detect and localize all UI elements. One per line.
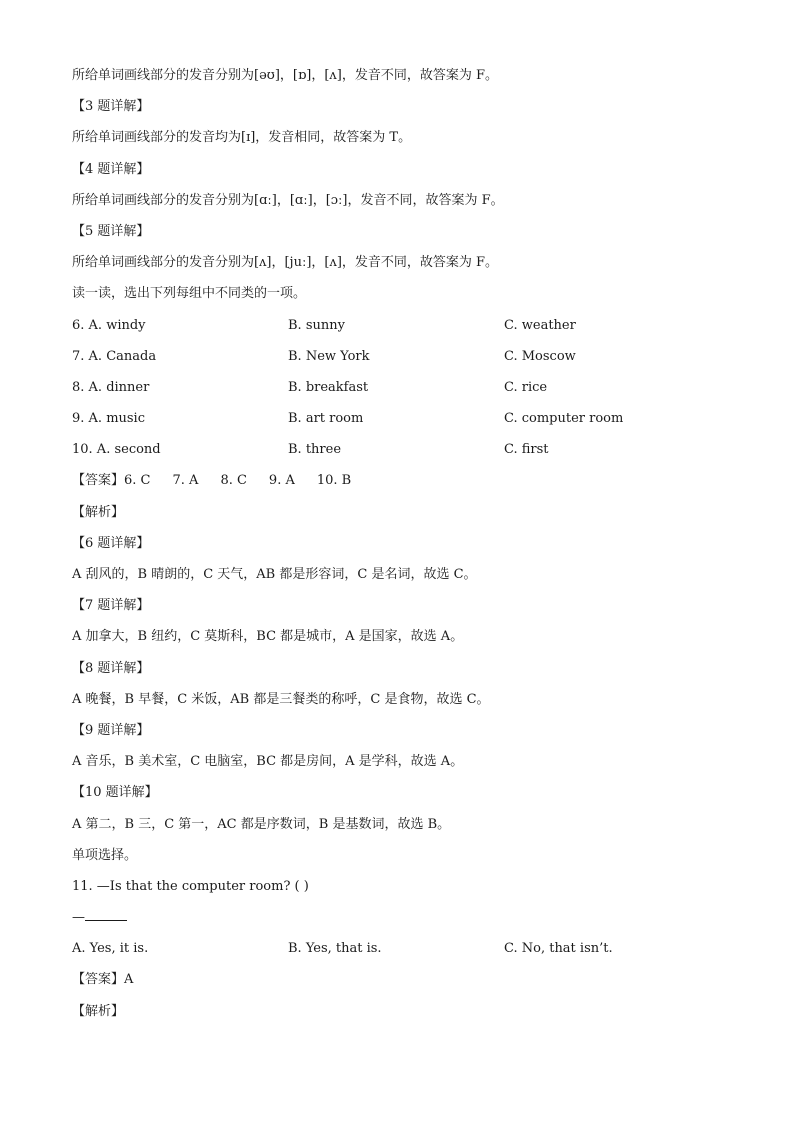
option-c: C. No, that isn’t.: [504, 941, 613, 957]
question-11-analysis-heading: 【解析】: [72, 1003, 125, 1019]
q8-detail-heading: 【8 题详解】: [72, 660, 150, 676]
explanation-q7-text: A 加拿大，B 纽约，C 莫斯科，BC 都是城市，A 是国家，故选 A。: [72, 629, 464, 645]
section-instructions-single-choice: 单项选择。: [72, 847, 138, 863]
option-b: B. art room: [288, 411, 364, 427]
answers-6-10: [72, 465, 722, 496]
q4-detail-heading: 【4 题详解】: [72, 161, 150, 177]
explanation-q8-text: A 晚餐，B 早餐，C 米饭，AB 都是三餐类的称呼，C 是食物，故选 C。: [72, 691, 490, 707]
answer-item: 8. C: [220, 473, 247, 489]
option-b: B. Yes, that is.: [288, 941, 382, 957]
option-c: C. weather: [504, 317, 576, 333]
question-11-response-line: [72, 902, 722, 933]
q7-detail-heading: 【7 题详解】: [72, 598, 150, 614]
explanation-q6-text: A 刮风的，B 晴朗的，C 天气，AB 都是形容词，C 是名词，故选 C。: [72, 567, 477, 582]
question-6-options: [72, 310, 722, 341]
option-c: C. rice: [504, 379, 548, 395]
question-11-answer: [72, 964, 722, 995]
answer-blank: [85, 908, 127, 921]
option-c: C. computer room: [504, 411, 624, 427]
explanation-q10-text: A 第二，B 三，C 第一，AC 都是序数词，B 是基数词，故选 B。: [72, 816, 451, 832]
question-10-options: [72, 434, 722, 465]
explanation-q4-text: 所给单词画线部分的发音分别为[ɑː]，[ɑː]，[ɔː]，发音不同，故答案为 F。: [72, 192, 504, 208]
dash: —: [72, 910, 85, 926]
answer-item: 6. C: [124, 473, 151, 489]
analysis-heading: 【解析】: [72, 504, 125, 520]
explanation-q5-text: 所给单词画线部分的发音分别为[ʌ]，[juː]，[ʌ]，发音不同，故答案为 F。: [72, 255, 499, 271]
question-7-options: [72, 341, 722, 372]
q10-detail-heading: 【10 题详解】: [72, 785, 158, 801]
q5-detail-heading: 【5 题详解】: [72, 223, 150, 239]
question-9-options: [72, 403, 722, 434]
option-a: 9. A. music: [72, 411, 145, 427]
answer-value: A: [124, 972, 134, 988]
q3-detail-heading: 【3 题详解】: [72, 99, 150, 115]
option-b: B. sunny: [288, 317, 345, 333]
answer-label: 【答案】: [72, 972, 125, 988]
section-instructions-classify: 读一读，选出下列每组中不同类的一项。: [72, 286, 307, 302]
q9-detail-heading: 【9 题详解】: [72, 722, 150, 738]
option-c: C. first: [504, 442, 549, 458]
question-11-stem: 11. —Is that the computer room? ( ): [72, 878, 309, 894]
answer-item: 10. B: [316, 473, 352, 489]
document-page: [72, 60, 722, 1027]
answer-item: 7. A: [172, 473, 199, 489]
explanation-q9-text: A 音乐，B 美术室，C 电脑室，BC 都是房间，A 是学科，故选 A。: [72, 754, 464, 770]
option-a: A. Yes, it is.: [72, 941, 149, 957]
option-c: C. Moscow: [504, 348, 576, 364]
option-a: 8. A. dinner: [72, 379, 150, 395]
explanation-q2-text: 所给单词画线部分的发音分别为[əʊ]，[ɒ]，[ʌ]，发音不同，故答案为 F。: [72, 68, 499, 83]
answer-item: 9. A: [268, 473, 295, 489]
question-11-options: [72, 933, 722, 964]
option-a: 7. A. Canada: [72, 348, 157, 364]
explanation-q3-text: 所给单词画线部分的发音均为[ɪ]，发音相同，故答案为 T。: [72, 130, 412, 146]
option-b: B. New York: [288, 348, 370, 364]
question-8-options: [72, 372, 722, 403]
option-a: 10. A. second: [72, 442, 161, 458]
q6-detail-heading: 【6 题详解】: [72, 535, 150, 551]
answer-label: 【答案】: [72, 473, 125, 489]
option-b: B. breakfast: [288, 379, 369, 395]
option-a: 6. A. windy: [72, 317, 146, 333]
option-b: B. three: [288, 442, 342, 458]
